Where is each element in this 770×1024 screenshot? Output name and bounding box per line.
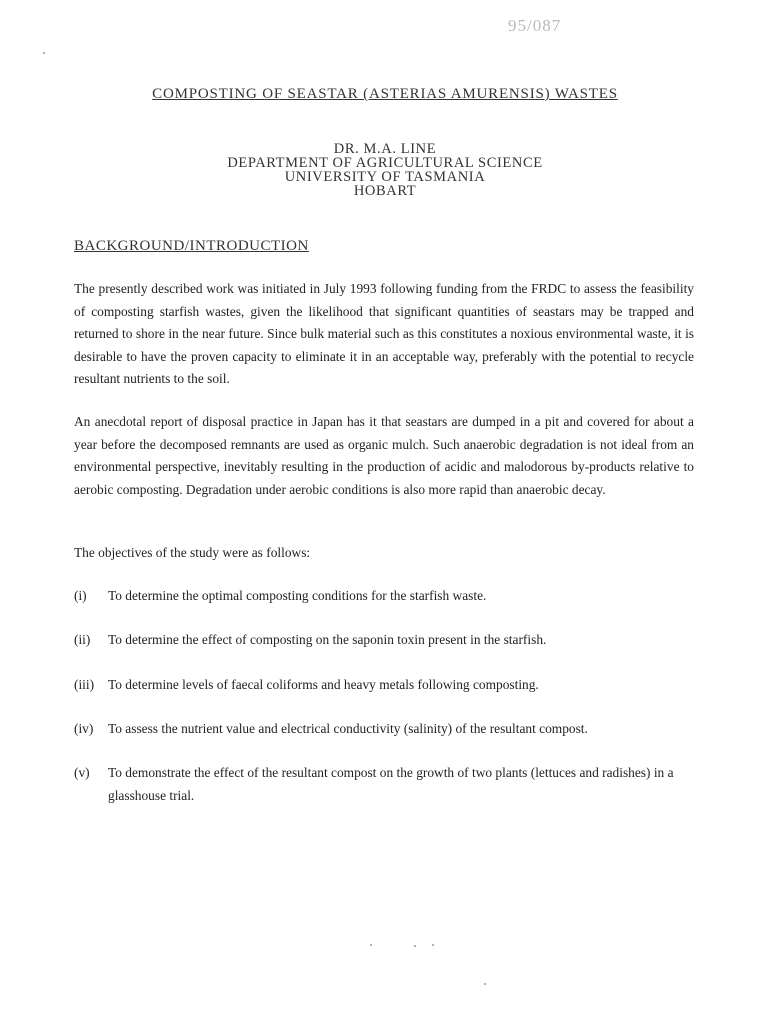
objective-item (74, 585, 696, 608)
objective-text: To demonstrate the effect of the resultant compost on the growth of two plants (lettuces and radishes) in a glasshouse trial. (108, 765, 674, 803)
objective-item (74, 674, 696, 697)
objective-text: To determine the optimal composting conditions for the starfish waste. (108, 588, 487, 603)
objective-item (74, 629, 696, 652)
author-block (0, 142, 770, 198)
author-university: UNIVERSITY OF TASMANIA (284, 169, 486, 185)
scan-speck (43, 52, 45, 54)
author-department: DEPARTMENT OF AGRICULTURAL SCIENCE (227, 155, 543, 171)
page-stamp: 95/087 (508, 16, 562, 35)
scan-speck (414, 945, 416, 947)
objective-text: To determine levels of faecal coliforms and heavy metals following composting. (108, 677, 539, 692)
objective-text: To assess the nutrient value and electrical conductivity (salinity) of the resultant compost. (108, 721, 588, 736)
scan-speck (484, 983, 486, 985)
objective-number: (i) (74, 588, 87, 603)
objective-number: (iii) (74, 677, 95, 692)
objective-number: (v) (74, 765, 90, 780)
objective-number: (ii) (74, 632, 91, 647)
author-name: DR. M.A. LINE (333, 141, 437, 157)
document-title: COMPOSTING OF SEASTAR (ASTERIAS AMURENSIS) WASTES (152, 86, 618, 102)
objective-item (74, 762, 696, 807)
paragraph-funding: The presently described work was initiated in July 1993 following funding from the FRDC to assess the feasibility of composting starfish wastes, given the likelihood that significant quantities of seastars may be trapped and returned to shore in the near future. Since bulk material such as this constitutes a noxious environmental waste, it is desirable to have the proven capacity to eliminate it in an acceptable way, preferably with the potential to recycle resultant nutrients to the soil. (74, 281, 694, 386)
objective-number: (iv) (74, 721, 94, 736)
objective-item (74, 718, 696, 741)
objective-text: To determine the effect of composting on the saponin toxin present in the starfish. (108, 632, 547, 647)
paragraph-japan-practice: An anecdotal report of disposal practice in Japan has it that seastars are dumped in a pit and covered for about a year before the decomposed remnants are used as organic mulch. Such anaerobic degradation is not ideal from an environmental perspective, inevitably resulting in the production of acidic and malodorous by-products relative to aerobic composting. Degradation under aerobic conditions is also more rapid than anaerobic decay. (74, 414, 694, 497)
paragraph-objectives-intro: The objectives of the study were as follows: (74, 545, 311, 560)
author-city: HOBART (353, 183, 417, 199)
section-heading: BACKGROUND/INTRODUCTION (74, 238, 309, 254)
scan-speck (370, 944, 372, 946)
scan-speck (432, 944, 434, 946)
